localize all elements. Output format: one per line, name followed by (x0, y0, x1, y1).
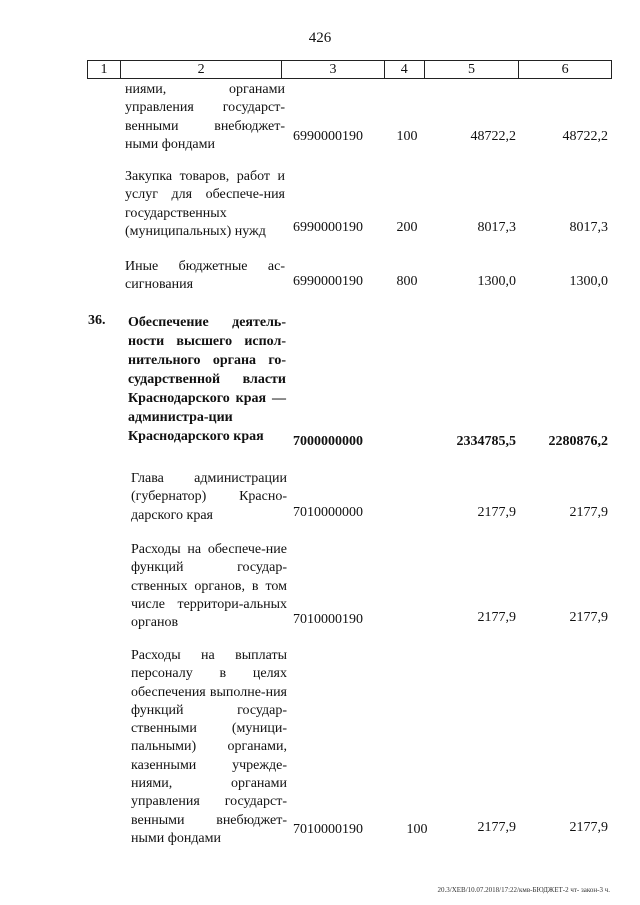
row-code: 7010000190 (293, 612, 363, 627)
row-code: 6990000190 (293, 220, 363, 235)
row-name: Глава администрации (губернатор) Красно-дарского края (131, 471, 287, 523)
row-name: Расходы на обеспече-ние функций государ-ственных органов, в том числе территори-альных органов (131, 542, 287, 631)
row-value-6: 2280876,2 (548, 434, 608, 449)
footer-stamp: 20.3/XEB/10.07.2018/17:22/кмв-БЮДЖЕТ-2 чт- закон-3 ч. (437, 886, 610, 894)
header-col-1: 1 (88, 61, 121, 78)
row-value-5: 48722,2 (470, 129, 516, 144)
header-col-6: 6 (561, 62, 569, 77)
row-code: 7000000000 (293, 434, 363, 449)
row-name: Обеспечение деятель-ности высшего испол-нительного органа го-сударственной власти Краснодарского края — администра-ции Краснодарского края (128, 315, 286, 444)
header-col-2: 2 (121, 61, 282, 78)
row-value-5: 1300,0 (477, 274, 516, 289)
page-number: 426 (308, 30, 332, 46)
row-value-5: 2177,9 (477, 610, 516, 625)
row-value-6: 2177,9 (569, 610, 608, 625)
table-header (87, 60, 612, 79)
row-code: 6990000190 (293, 129, 363, 144)
row-type: 100 (396, 129, 418, 144)
row-type: 800 (396, 274, 418, 289)
header-col-4: 4 (385, 61, 425, 78)
row-code: 7010000190 (293, 822, 363, 837)
row-type: 200 (396, 220, 418, 235)
row-value-6: 48722,2 (562, 129, 608, 144)
header-col-3: 3 (282, 61, 385, 78)
row-name: Закупка товаров, работ и услуг для обеспече-ния государственных (муниципальных) нужд (125, 169, 285, 239)
row-value-5: 2177,9 (477, 505, 516, 520)
row-name: ниями, органами управления государст-венными внебюджет-ными фондами (125, 82, 285, 152)
row-code: 7010000000 (293, 505, 363, 520)
row-value-5: 2334785,5 (456, 434, 516, 449)
row-value-6: 8017,3 (569, 220, 608, 235)
header-col-5: 5 (425, 61, 520, 78)
row-code: 6990000190 (293, 274, 363, 289)
row-name: Расходы на выплаты персоналу в целях обеспечения выполне-ния функций государ-ственными (муници-пальными) органами, казенными учрежде-ниями, органами управления государст-венными внебюджет-ными фондами (131, 648, 287, 846)
row-value-6: 2177,9 (569, 820, 608, 835)
row-name: Иные бюджетные ас-сигнования (125, 259, 285, 293)
row-value-6: 2177,9 (569, 505, 608, 520)
row-value-5: 8017,3 (477, 220, 516, 235)
row-type: 100 (406, 822, 428, 837)
row-number: 36. (88, 313, 106, 328)
row-value-6: 1300,0 (569, 274, 608, 289)
row-value-5: 2177,9 (477, 820, 516, 835)
